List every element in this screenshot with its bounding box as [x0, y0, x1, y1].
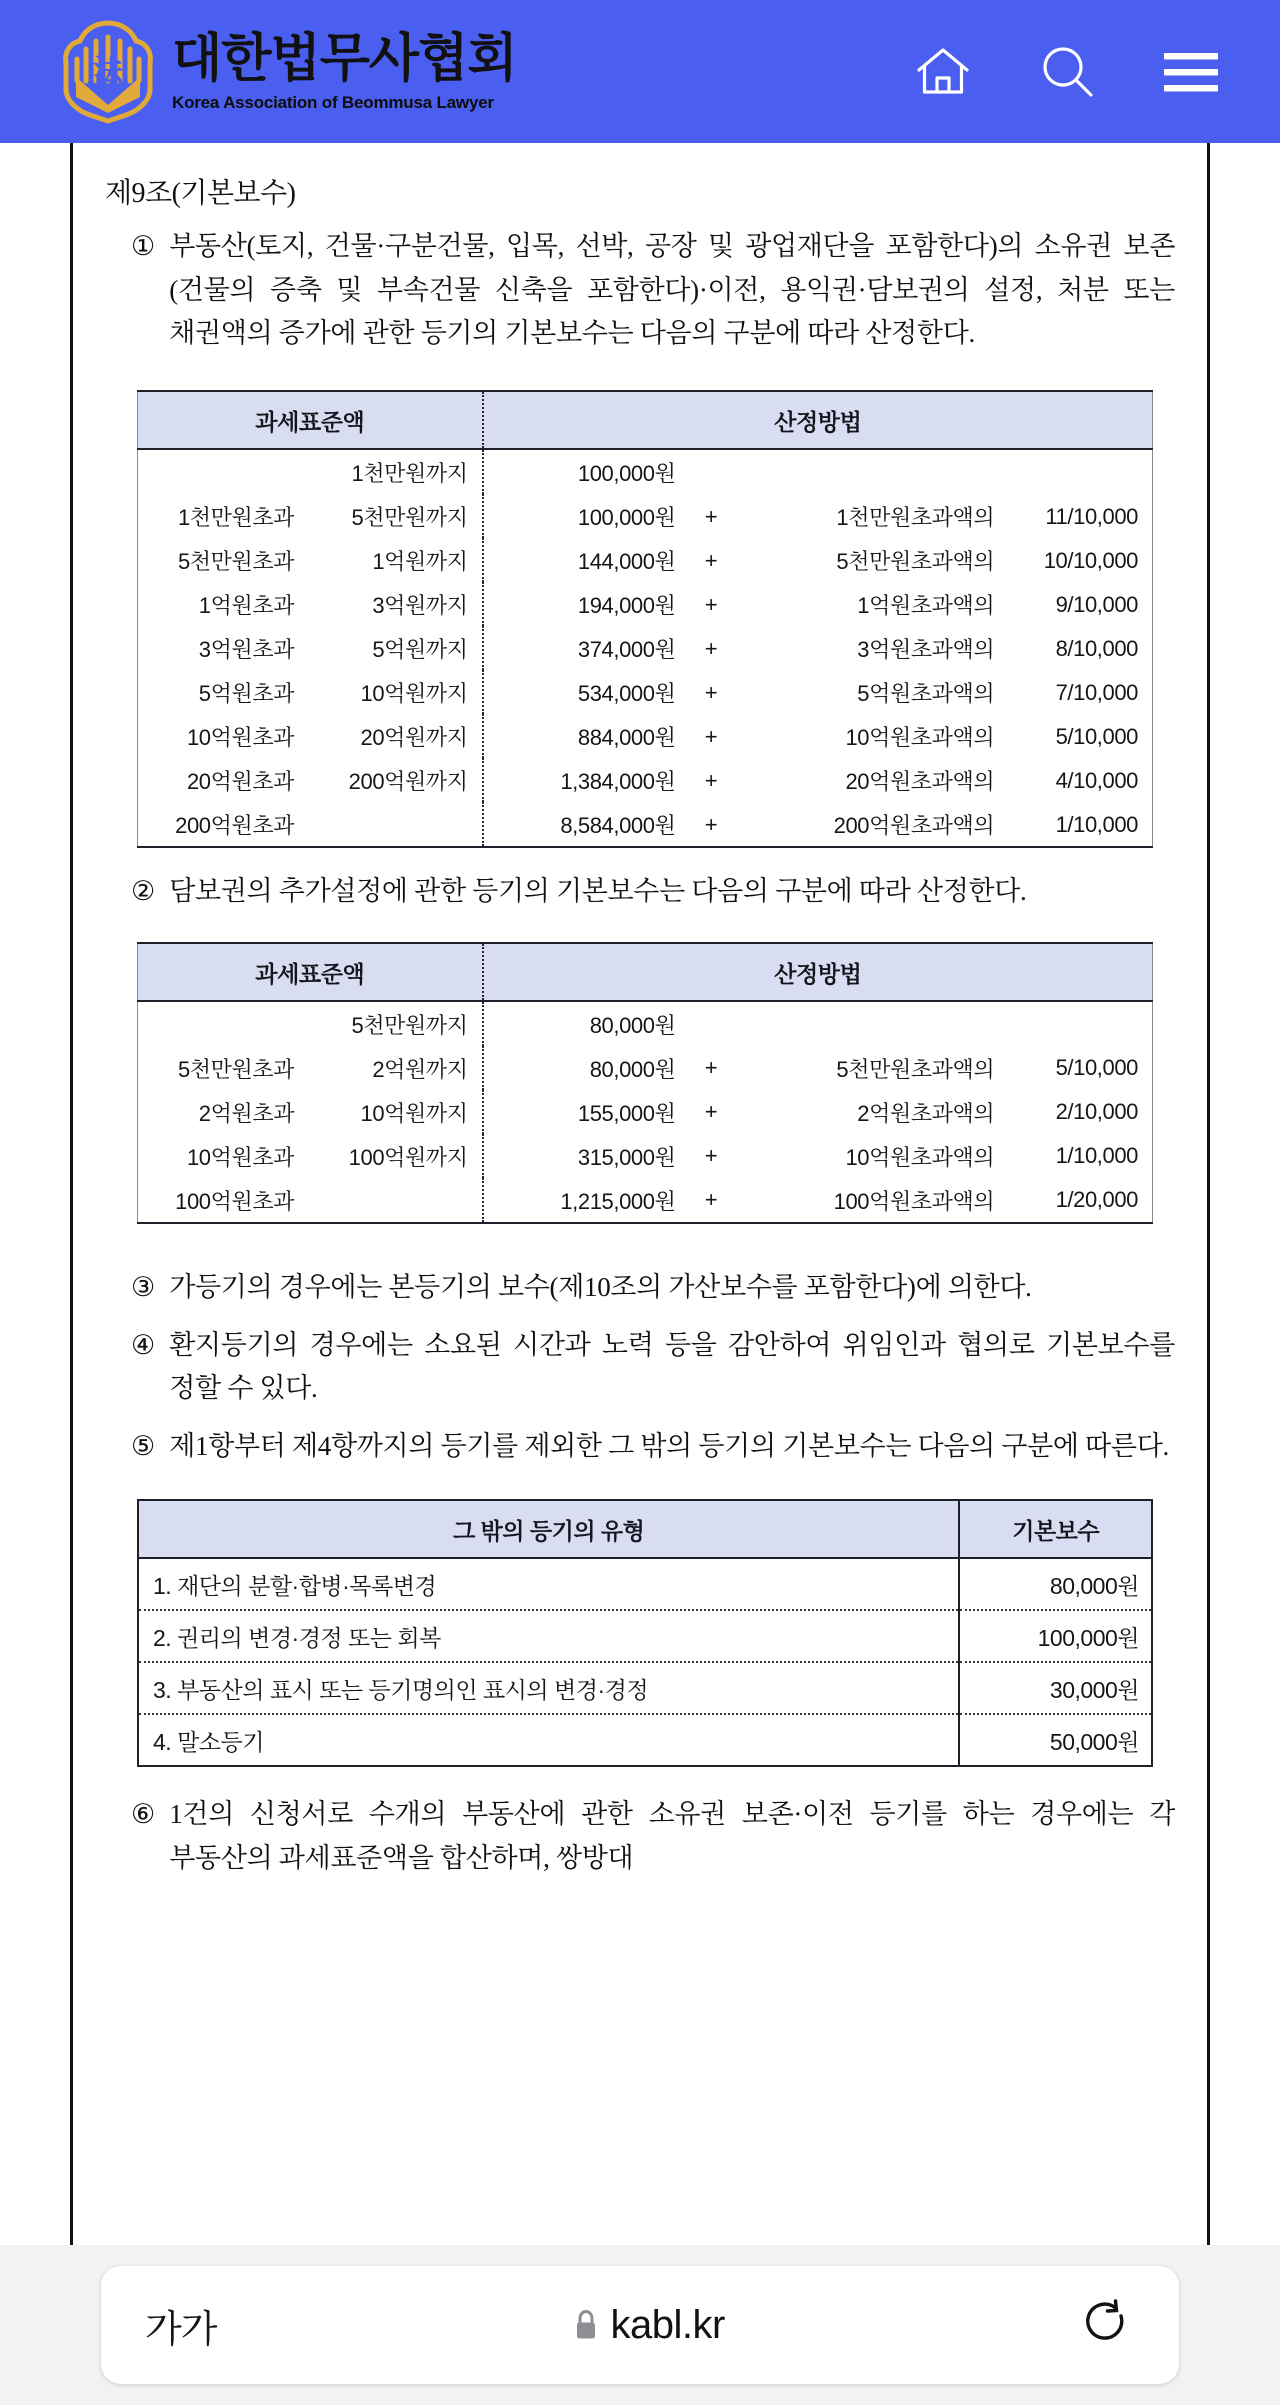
- cell-over: 5억원초과: [198, 681, 295, 707]
- cell-upto: 5억원까지: [310, 626, 483, 670]
- cell-rate: 1/20,000: [1055, 1187, 1138, 1213]
- site-header: [0, 0, 1280, 143]
- table-row: [138, 714, 1153, 758]
- cell-plus: +: [704, 767, 718, 793]
- paragraph-5-text: 제1항부터 제4항까지의 등기를 제외한 그 밖의 등기의 기본보수는 다음의 구분에 따른다.: [169, 1431, 1169, 1462]
- cell-fee: 50,000원: [1049, 1728, 1139, 1755]
- table-row: [138, 1610, 1152, 1662]
- table3-body: [138, 1558, 1152, 1766]
- cell-excess: 20억원초과액의: [845, 769, 995, 795]
- other-registration-table-wrap: [105, 1499, 1175, 1767]
- address-field[interactable]: [216, 2303, 1081, 2348]
- cell-base: 8,584,000원: [560, 813, 676, 839]
- cell-upto: 3억원까지: [310, 582, 483, 626]
- cell-plus: +: [704, 635, 718, 661]
- cell-over: [138, 1001, 311, 1046]
- cell-over: 3억원초과: [198, 637, 295, 663]
- cell-upto: 200억원까지: [310, 758, 483, 802]
- cell-upto: 100억원까지: [310, 1134, 483, 1178]
- cell-excess: 10억원초과액의: [845, 1144, 995, 1170]
- fee-schedule-table-2: [137, 942, 1153, 1224]
- cell-over: 20억원초과: [186, 769, 295, 795]
- paragraph-6-text: 1건의 신청서로 수개의 부동산에 관한 소유권 보존·이전 등기를 하는 경우에는 각 부동산의 과세표준액을 합산하며, 쌍방대: [169, 1798, 1175, 1873]
- cell-rate: 10/10,000: [1043, 547, 1138, 573]
- other-registration-table: [137, 1499, 1153, 1767]
- cell-base: 374,000원: [577, 637, 676, 663]
- cell-over: 100억원초과: [175, 1188, 295, 1214]
- table-row: [138, 494, 1153, 538]
- cell-fee: 80,000원: [959, 1558, 1152, 1610]
- cell-rate: 1/10,000: [1055, 811, 1138, 837]
- cell-fee: 30,000원: [959, 1662, 1152, 1714]
- cell-over: 1천만원초과: [177, 505, 295, 531]
- cell-plus: [675, 449, 746, 494]
- paragraph-3-number: ③: [131, 1271, 156, 1302]
- cell-plus: +: [704, 1187, 718, 1213]
- table3-header-type: 그 밖의 등기의 유형: [138, 1500, 959, 1558]
- cell-excess: 3억원초과액의: [857, 637, 995, 663]
- table-row: [138, 582, 1153, 626]
- cell-rate: 8/10,000: [1055, 635, 1138, 661]
- cell-plus: +: [704, 547, 718, 573]
- cell-base: 534,000원: [577, 681, 676, 707]
- page-title: 제9조(기본보수): [105, 178, 296, 209]
- header-actions: [912, 41, 1232, 103]
- cell-over: 10억원초과: [186, 725, 295, 751]
- cell-base: 100,000원: [577, 461, 676, 487]
- table-row: [138, 1558, 1152, 1610]
- cell-rate: 9/10,000: [1055, 591, 1138, 617]
- table-row: [138, 1001, 1153, 1046]
- table2-header-tax-base: 과세표준액: [138, 943, 483, 1001]
- paragraph-2: [105, 870, 1175, 914]
- paragraph-2-text: 담보권의 추가설정에 관한 등기의 기본보수는 다음의 구분에 따라 산정한다.: [169, 876, 1027, 907]
- cell-base: 155,000원: [577, 1100, 676, 1126]
- paragraph-1-number: ①: [131, 231, 156, 261]
- text-size-button[interactable]: 가가: [145, 2308, 217, 2351]
- reload-icon[interactable]: [1081, 2298, 1135, 2352]
- cell-over: 10억원초과: [186, 1144, 295, 1170]
- cell-upto: 20억원까지: [310, 714, 483, 758]
- site-brand[interactable]: [62, 19, 517, 124]
- cell-over: 200억원초과: [175, 813, 295, 839]
- association-emblem-icon: [62, 19, 154, 124]
- cell-excess: 5천만원초과액의: [836, 549, 995, 575]
- site-subtitle: Korea Association of Beommusa Lawyer: [172, 93, 494, 113]
- table-header-row: [138, 1500, 1152, 1558]
- cell-excess: 200억원초과액의: [833, 813, 995, 839]
- cell-excess: [746, 449, 1000, 494]
- cell-rate: 7/10,000: [1055, 679, 1138, 705]
- table-row: [138, 670, 1153, 714]
- home-icon[interactable]: [912, 41, 974, 103]
- cell-plus: +: [704, 811, 718, 837]
- paragraph-1-text: 부동산(토지, 건물·구분건물, 입목, 선박, 공장 및 광업재단을 포함한다)의 소유권 보존(건물의 증축 및 부속건물 신축을 포함한다)·이전, 용익권·담보권의 설정, 처분 또는 채권액의 증가에 관한 등기의 기본보수는 다음의 구분에 따라 산정한다.: [169, 231, 1175, 349]
- cell-base: 1,215,000원: [560, 1188, 676, 1214]
- paragraph-4-number: ④: [131, 1329, 156, 1360]
- table1-header-tax-base: 과세표준액: [138, 391, 483, 449]
- cell-base: 1,384,000원: [560, 769, 676, 795]
- table2-body: [138, 1001, 1153, 1223]
- paragraph-4: [105, 1324, 1175, 1411]
- cell-plus: +: [704, 1055, 718, 1081]
- brand-text-block: [172, 30, 517, 114]
- cell-base: 100,000원: [577, 505, 676, 531]
- cell-type: 2. 권리의 변경·경정 또는 회복: [138, 1610, 959, 1662]
- table-row: [138, 758, 1153, 802]
- cell-rate: 1/10,000: [1055, 1143, 1138, 1169]
- cell-plus: +: [704, 1099, 718, 1125]
- cell-base: 315,000원: [577, 1144, 676, 1170]
- cell-type: 4. 말소등기: [138, 1714, 959, 1766]
- cell-rate: 2/10,000: [1055, 1099, 1138, 1125]
- table2-header-method: 산정방법: [483, 943, 1153, 1001]
- cell-excess: [746, 1001, 1000, 1046]
- svg-text:法: 法: [93, 54, 123, 89]
- cell-rate: [1000, 449, 1152, 494]
- cell-upto: [310, 1178, 483, 1223]
- cell-base: 80,000원: [589, 1056, 676, 1082]
- cell-upto: 2억원까지: [310, 1046, 483, 1090]
- paragraph-4-text: 환지등기의 경우에는 소요된 시간과 노력 등을 감안하여 위임인과 협의로 기본보수를 정할 수 있다.: [169, 1329, 1175, 1404]
- menu-icon[interactable]: [1160, 41, 1222, 103]
- table1-header-method: 산정방법: [483, 391, 1153, 449]
- cell-base: 144,000원: [577, 549, 676, 575]
- paragraph-3: [105, 1266, 1175, 1310]
- cell-plus: [675, 1001, 746, 1046]
- table-row: [138, 1046, 1153, 1090]
- paragraph-1: [105, 225, 1175, 356]
- table-header-row: [138, 391, 1153, 449]
- paragraph-3-text: 가등기의 경우에는 본등기의 보수(제10조의 가산보수를 포함한다)에 의한다.: [169, 1271, 1032, 1302]
- cell-rate: 5/10,000: [1055, 723, 1138, 749]
- cell-base: 80,000원: [589, 1012, 676, 1038]
- cell-type: 1. 재단의 분할·합병·목록변경: [138, 1558, 959, 1610]
- cell-upto: 10억원까지: [310, 1090, 483, 1134]
- cell-plus: +: [704, 679, 718, 705]
- table-row: [138, 626, 1153, 670]
- paragraph-6-number: ⑥: [131, 1798, 156, 1829]
- fee-schedule-table-1: [137, 390, 1153, 848]
- url-text: kabl.kr: [610, 2302, 725, 2347]
- cell-upto: 1억원까지: [310, 538, 483, 582]
- cell-rate: [1000, 1001, 1152, 1046]
- cell-upto: [310, 802, 483, 847]
- cell-upto: 10억원까지: [310, 670, 483, 714]
- url-bar[interactable]: [101, 2266, 1179, 2384]
- table-row: [138, 538, 1153, 582]
- paragraph-2-number: ②: [131, 876, 156, 907]
- cell-upto: 5천만원까지: [310, 1001, 483, 1046]
- cell-rate: 11/10,000: [1045, 503, 1138, 529]
- cell-excess: 1천만원초과액의: [836, 505, 995, 531]
- cell-over: 2억원초과: [198, 1100, 295, 1126]
- cell-rate: 4/10,000: [1055, 767, 1138, 793]
- fee-schedule-table-1-wrap: [105, 390, 1175, 848]
- lock-icon: [573, 2309, 599, 2341]
- search-icon[interactable]: [1036, 41, 1098, 103]
- cell-base: 194,000원: [577, 593, 676, 619]
- document-viewport[interactable]: [0, 143, 1280, 2245]
- paragraph-5: [105, 1425, 1175, 1469]
- table-row: [138, 1090, 1153, 1134]
- cell-base: 884,000원: [577, 725, 676, 751]
- cell-fee: 100,000원: [959, 1610, 1152, 1662]
- table-row: [138, 1662, 1152, 1714]
- cell-over: [138, 449, 311, 494]
- paragraph-6: [105, 1793, 1175, 1880]
- fee-schedule-table-2-wrap: [105, 942, 1175, 1224]
- paragraph-5-number: ⑤: [131, 1431, 156, 1462]
- table1-body: [138, 449, 1153, 847]
- cell-plus: +: [704, 591, 718, 617]
- cell-excess: 10억원초과액의: [845, 725, 995, 751]
- table-row: [138, 1134, 1153, 1178]
- cell-type: 3. 부동산의 표시 또는 등기명의인 표시의 변경·경정: [138, 1662, 959, 1714]
- table3-header-fee: 기본보수: [959, 1500, 1152, 1558]
- table-row: [138, 449, 1153, 494]
- cell-over: 5천만원초과: [177, 549, 295, 575]
- cell-excess: 5천만원초과액의: [836, 1056, 995, 1082]
- table-row: [138, 1178, 1153, 1223]
- cell-plus: +: [704, 1143, 718, 1169]
- cell-upto: 1천만원까지: [310, 449, 483, 494]
- cell-rate: 5/10,000: [1055, 1055, 1138, 1081]
- cell-excess: 2억원초과액의: [857, 1100, 995, 1126]
- cell-excess: 1억원초과액의: [857, 593, 995, 619]
- cell-excess: 100억원초과액의: [833, 1188, 995, 1214]
- browser-bottom-bar: [0, 2245, 1280, 2405]
- cell-plus: +: [704, 503, 718, 529]
- table-row: [138, 1714, 1152, 1766]
- document-page: [70, 143, 1210, 2245]
- cell-upto: 5천만원까지: [310, 494, 483, 538]
- cell-over: 1억원초과: [198, 593, 295, 619]
- cell-plus: +: [704, 723, 718, 749]
- table-header-row: [138, 943, 1153, 1001]
- cell-excess: 5억원초과액의: [857, 681, 995, 707]
- table-row: [138, 802, 1153, 847]
- site-title: 대한법무사협회: [172, 29, 517, 88]
- cell-over: 5천만원초과: [177, 1056, 295, 1082]
